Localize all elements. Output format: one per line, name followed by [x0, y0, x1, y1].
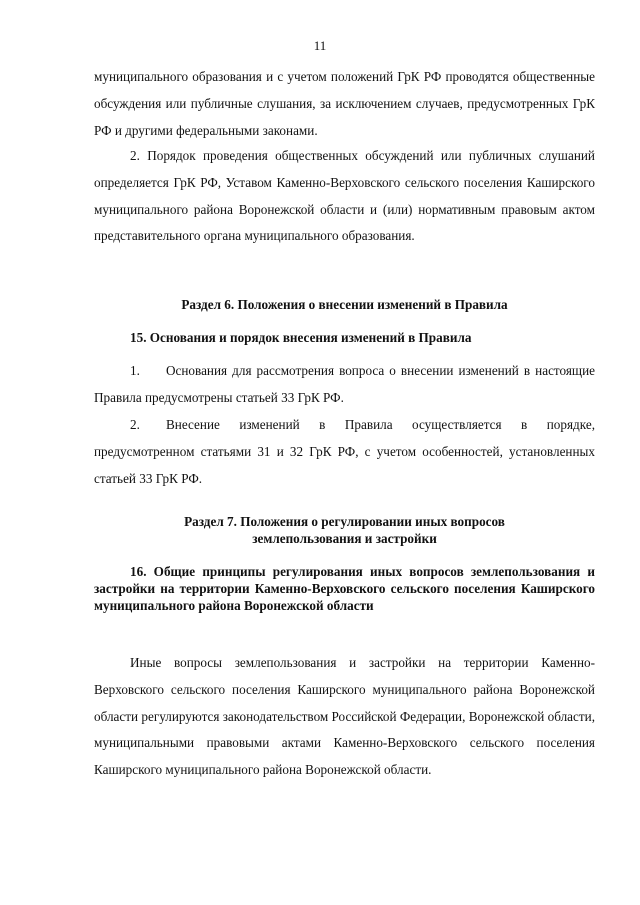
item-text: Основания для рассмотрения вопроса о внесении изменений в настоящие Правила предусмотрены статьей 33 ГрК РФ. — [94, 363, 595, 405]
article-16-title: 16. Общие принципы регулирования иных вопросов землепользования и застройки на территории Каменно-Верховского сельского поселения Каширского муниципального района Воронежской области — [94, 564, 595, 613]
article-15-item-1 — [94, 358, 595, 412]
article-15-title: 15. Основания и порядок внесения изменений в Правила — [130, 330, 472, 345]
section-6-heading: Раздел 6. Положения о внесении изменений в Правила — [181, 297, 508, 312]
section-7-heading-line-1: Раздел 7. Положения о регулировании иных вопросов — [184, 514, 505, 529]
paragraph-continuation: муниципального образования и с учетом положений ГрК РФ проводятся общественные обсуждения или публичные слушания, за исключением случаев, предусмотренных ГрК РФ и другими федеральными законами. — [94, 69, 595, 138]
item-number: 2. — [130, 417, 140, 432]
section-7-heading-line-2: землепользования и застройки — [252, 531, 437, 546]
article-15-item-2 — [94, 412, 595, 492]
article-16-body: Иные вопросы землепользования и застройки на территории Каменно-Верховского сельского поселения Каширского муниципального района Воронежской области регулируются законодательством Российской Федерации, Воронежской области, муниципальными правовыми актами Каменно-Верховского сельского поселения Каширского муниципального района Воронежской области. — [94, 655, 595, 778]
page-number: 11 — [313, 38, 327, 53]
item-number: 1. — [130, 363, 140, 378]
section-7-heading — [94, 513, 595, 547]
item-text: Внесение изменений в Правила осуществляется в порядке, предусмотренном статьями 31 и 32 ГрК РФ, с учетом особенностей, установленных статьей 33 ГрК РФ. — [94, 417, 595, 486]
paragraph-procedure: 2. Порядок проведения общественных обсуждений или публичных слушаний определяется ГрК РФ, Уставом Каменно-Верховского сельского поселения Каширского муниципального района Воронежской области и (или) нормативным правовым актом представительного органа муниципального образования. — [94, 148, 595, 244]
